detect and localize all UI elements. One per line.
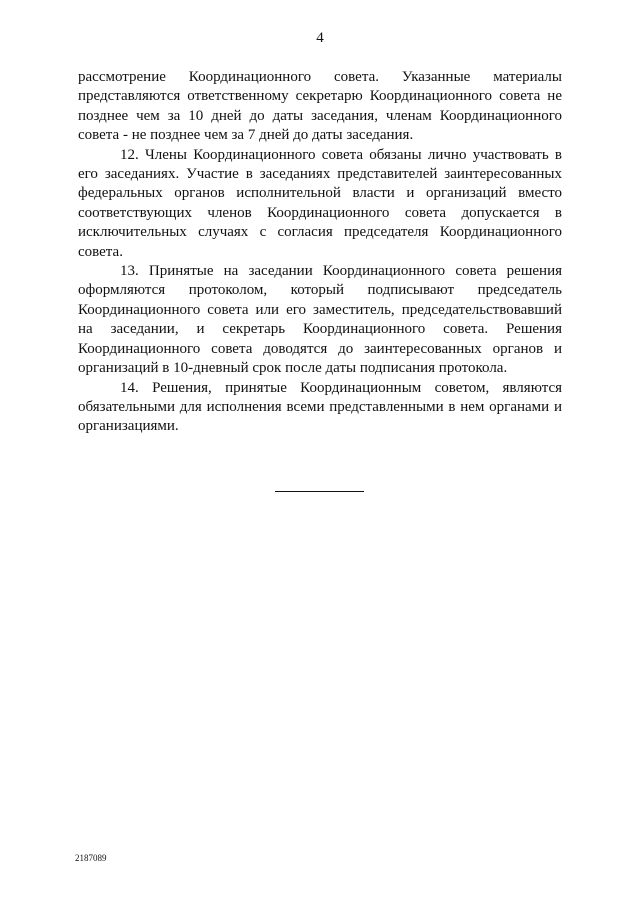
end-separator-line: [275, 491, 364, 492]
paragraph-continuation: рассмотрение Координационного совета. Указанные материалы представляются ответственному секретарю Координационного совета не позднее чем за 10 дней до даты заседания, членам Координационного совета - не позднее чем за 7 дней до даты заседания.: [78, 69, 562, 144]
document-body: [78, 68, 562, 437]
paragraph-item-12: 12. Члены Координационного совета обязаны лично участвовать в его заседаниях. Участие в заседаниях представителей заинтересованных федеральных органов исполнительной власти и организаций вместо соответствующих членов Координационного совета допускается в исключительных случаях с согласия председателя Координационного совета.: [78, 146, 562, 260]
page-number: 4: [316, 30, 324, 46]
document-code: 2187089: [75, 853, 107, 863]
paragraph-item-13: 13. Принятые на заседании Координационного совета решения оформляются протоколом, который подписывают председатель Координационного совета или его заместитель, председательствовавший на заседании, и секретарь Координационного совета. Решения Координационного совета доводятся до заинтересованных органов и организаций в 10-дневный срок после даты подписания протокола.: [78, 263, 562, 377]
paragraph-item-14: 14. Решения, принятые Координационным советом, являются обязательными для исполнения всеми представленными в нем органами и организациями.: [78, 379, 562, 435]
